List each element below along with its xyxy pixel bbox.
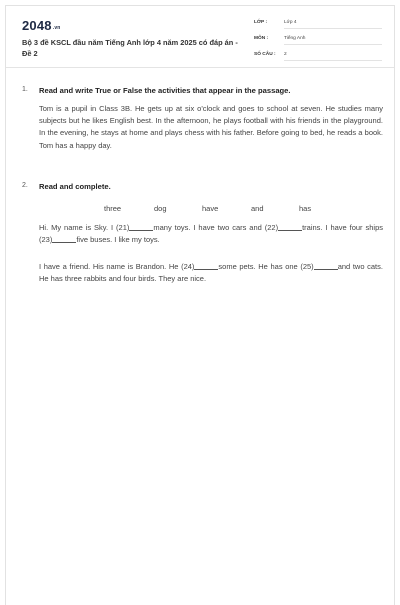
answer-blank-22[interactable] <box>278 223 302 231</box>
answer-blank-24[interactable] <box>194 262 218 270</box>
worksheet <box>5 5 395 605</box>
passage-text: many toys. I have two cars and (22) <box>153 223 279 232</box>
question-1-number: 1. <box>22 86 28 93</box>
worksheet-header <box>6 6 394 68</box>
question-1-passage: Tom is a pupil in Class 3B. He gets up at six o'clock and goes to school at seven. He studies many subjects but he likes English best. In the afternoon, he plays football with his friends in the playground. In the evening, he stays at home and plays chess with his father. Before going to bed, he reads a book. Tom has a happy day. <box>39 104 383 150</box>
meta-question-count-label: SỐ CÂU : <box>254 52 276 57</box>
meta-class-value: Lớp 4 <box>284 18 382 29</box>
passage-text: trains. I have four ships (23) <box>39 223 383 245</box>
question-1-title: Read and write True or False the activities that appear in the passage. <box>39 86 291 95</box>
passage-text: I have a friend. His name is Brandon. He (24) <box>39 262 195 271</box>
word-bank <box>6 204 396 216</box>
word-bank-item: three <box>104 204 122 213</box>
passage-text: Hi. My name is Sky. I (21) <box>39 223 130 232</box>
meta-subject-row <box>254 34 382 46</box>
meta-class-row <box>254 18 382 30</box>
answer-blank-23[interactable] <box>52 235 76 243</box>
answer-blank-21[interactable] <box>129 223 153 231</box>
passage-text: five buses. I like my toys. <box>76 235 160 245</box>
answer-blank-25[interactable] <box>314 262 338 270</box>
logo-text: 2048 <box>22 18 52 33</box>
site-logo[interactable] <box>22 18 61 33</box>
meta-question-count-row <box>254 50 382 62</box>
meta-class-label: LỚP : <box>254 20 268 25</box>
word-bank-item: and <box>251 204 264 213</box>
meta-subject-label: MÔN : <box>254 36 269 41</box>
word-bank-item: has <box>299 204 312 213</box>
word-bank-item: have <box>202 204 219 213</box>
question-2-title: Read and complete. <box>39 182 111 191</box>
word-bank-item: dog <box>154 204 167 213</box>
question-2-paragraph-1 <box>39 222 383 246</box>
meta-subject-value: Tiếng Anh <box>284 34 382 45</box>
document-title: Bộ 3 đề KSCL đầu năm Tiếng Anh lớp 4 năm 2025 có đáp án - Đề 2 <box>22 38 238 58</box>
passage-text: and two cats. He has three rabbits and four birds. They are nice. <box>39 262 383 284</box>
meta-question-count-value: 2 <box>284 50 382 61</box>
question-2-number: 2. <box>22 182 28 189</box>
passage-text: some pets. He has one (25) <box>218 262 314 271</box>
logo-suffix: .vn <box>52 25 61 31</box>
question-2-paragraph-2 <box>39 261 383 285</box>
